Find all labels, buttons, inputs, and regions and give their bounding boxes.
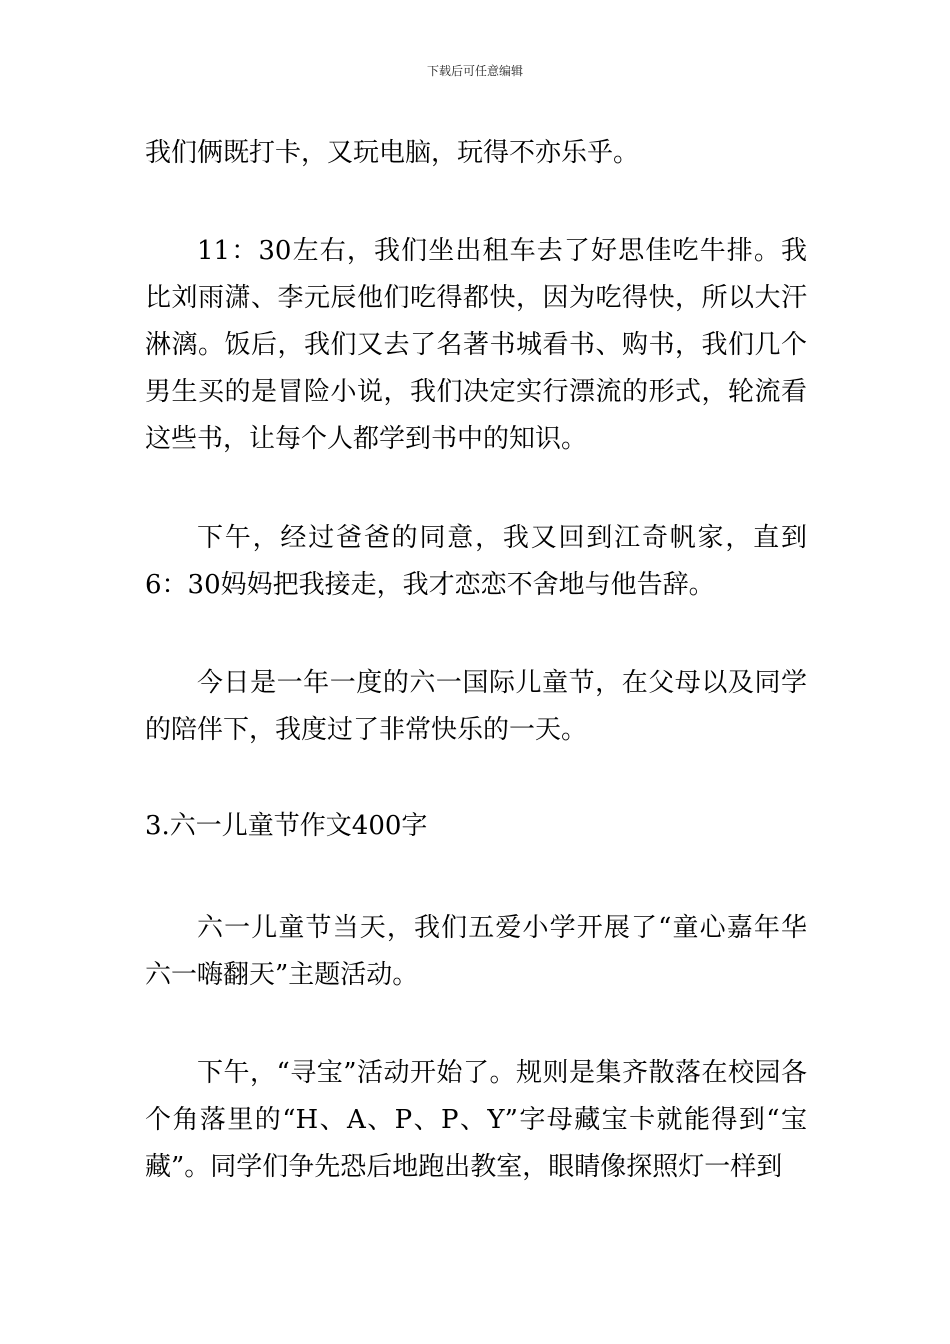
section-heading: 3.六一儿童节作文400字 — [145, 811, 428, 841]
paragraph: 11：30左右，我们坐出租车去了好思佳吃牛排。我比刘雨潇、李元辰他们吃得都快，因为吃得快，所以大汗淋漓。饭后，我们又去了名著书城看书、购书，我们几个男生买的是冒险小说，我们决定实行漂流的形式，轮流看这些书，让每个人都学到书中的知识。 — [145, 236, 807, 454]
header-note: 下载后可任意编辑 — [426, 64, 523, 78]
paragraph: 下午，“寻宝”活动开始了。规则是集齐散落在校园各个角落里的“H、A、P、P、Y”字母藏宝卡就能得到“宝藏”。同学们争先恐后地跑出教室，眼睛像探照灯一样到 — [145, 1058, 807, 1182]
paragraph: 六一儿童节当天，我们五爱小学开展了“童心嘉年华六一嗨翻天”主题活动。 — [145, 913, 807, 990]
paragraph: 下午，经过爸爸的同意，我又回到江奇帆家，直到6：30妈妈把我接走，我才恋恋不舍地与他告辞。 — [145, 523, 807, 600]
paragraph: 今日是一年一度的六一国际儿童节，在父母以及同学的陪伴下，我度过了非常快乐的一天。 — [145, 668, 807, 745]
paragraph: 我们俩既打卡，又玩电脑，玩得不亦乐乎。 — [145, 138, 640, 168]
